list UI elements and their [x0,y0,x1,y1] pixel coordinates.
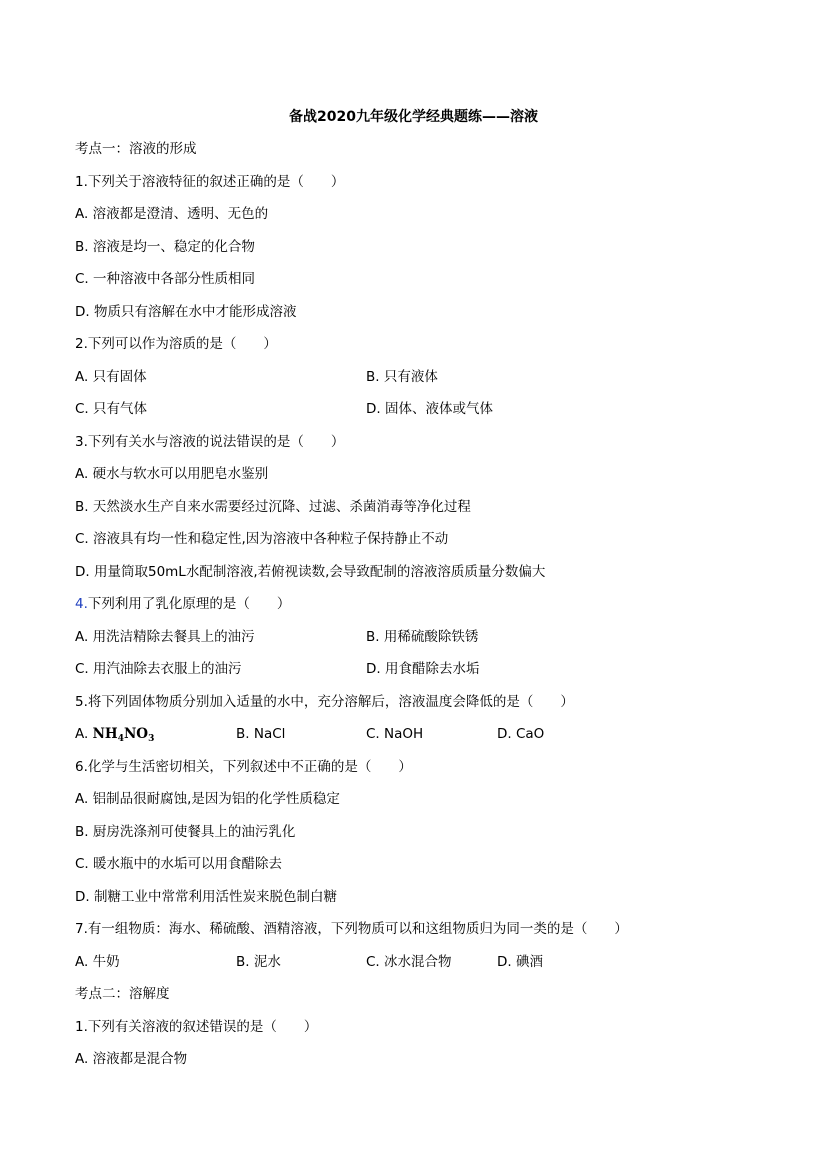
question-4-option-b: B. 用稀硫酸除铁锈 [366,629,479,645]
question-3-option-c: C. 溶液具有均一性和稳定性,因为溶液中各种粒子保持静止不动 [75,531,449,547]
formula-no: NO [123,726,149,742]
ammonium-nitrate-formula [93,726,155,742]
question-3-stem: 3.下列有关水与溶液的说法错误的是（ ） [75,434,345,450]
question-1-option-c: C. 一种溶液中各部分性质相同 [75,271,256,287]
question-1-option-b: B. 溶液是均一、稳定的化合物 [75,239,255,255]
question-5-option-a [75,725,154,743]
question-6-option-c: C. 暖水瓶中的水垢可以用食醋除去 [75,856,283,872]
question-5-option-b: B. NaCl [236,726,286,742]
formula-subscript-3: 3 [148,734,155,744]
question-5-option-c: C. NaOH [366,726,424,742]
question-7-option-d: D. 碘酒 [497,954,543,970]
section-2-question-1-stem: 1.下列有关溶液的叙述错误的是（ ） [75,1019,318,1035]
question-5-stem: 5.将下列固体物质分别加入适量的水中，充分溶解后，溶液温度会降低的是（ ） [75,694,574,710]
question-1-option-a: A. 溶液都是澄清、透明、无色的 [75,206,269,222]
question-2-option-d: D. 固体、液体或气体 [366,401,493,417]
question-2-option-c: C. 只有气体 [75,401,148,417]
question-6-option-d: D. 制糖工业中常常利用活性炭来脱色制白糖 [75,889,337,905]
question-7-option-b: B. 泥水 [236,954,281,970]
question-3-option-b: B. 天然淡水生产自来水需要经过沉降、过滤、杀菌消毒等净化过程 [75,499,471,515]
question-2-option-a: A. 只有固体 [75,369,147,385]
document-title: 备战2020九年级化学经典题练——溶液 [289,109,538,125]
question-1-stem: 1.下列关于溶液特征的叙述正确的是（ ） [75,174,345,190]
section-2-question-1-option-a: A. 溶液都是混合物 [75,1051,188,1067]
question-7-option-a: A. 牛奶 [75,954,120,970]
question-6-option-b: B. 厨房洗涤剂可使餐具上的油污乳化 [75,824,296,840]
question-2-option-b: B. 只有液体 [366,369,438,385]
question-5-option-a-label: A. [75,726,93,742]
question-4-option-a: A. 用洗洁精除去餐具上的油污 [75,629,255,645]
question-4-option-d: D. 用食醋除去水垢 [366,661,480,677]
question-5-option-d: D. CaO [497,726,545,742]
question-7-stem: 7.有一组物质：海水、稀硫酸、酒精溶液，下列物质可以和这组物质归为同一类的是（ ） [75,921,628,937]
question-6-stem: 6.化学与生活密切相关，下列叙述中不正确的是（ ） [75,759,412,775]
question-4-number: 4. [75,596,88,612]
section-heading-2: 考点二：溶解度 [75,986,170,1002]
question-4-stem: 下列利用了乳化原理的是（ ） [87,596,291,612]
question-3-option-a: A. 硬水与软水可以用肥皂水鉴别 [75,466,269,482]
question-3-option-d: D. 用量筒取50mL水配制溶液,若俯视读数,会导致配制的溶液溶质质量分数偏大 [75,564,546,580]
question-2-stem: 2.下列可以作为溶质的是（ ） [75,336,277,352]
question-4-stem-line [75,595,290,613]
formula-subscript-4: 4 [117,734,124,744]
question-6-option-a: A. 铝制品很耐腐蚀,是因为铝的化学性质稳定 [75,791,340,807]
section-heading-1: 考点一：溶液的形成 [75,141,197,157]
formula-nh: NH [92,726,118,742]
question-4-option-c: C. 用汽油除去衣服上的油污 [75,661,242,677]
question-7-option-c: C. 冰水混合物 [366,954,452,970]
question-1-option-d: D. 物质只有溶解在水中才能形成溶液 [75,304,297,320]
